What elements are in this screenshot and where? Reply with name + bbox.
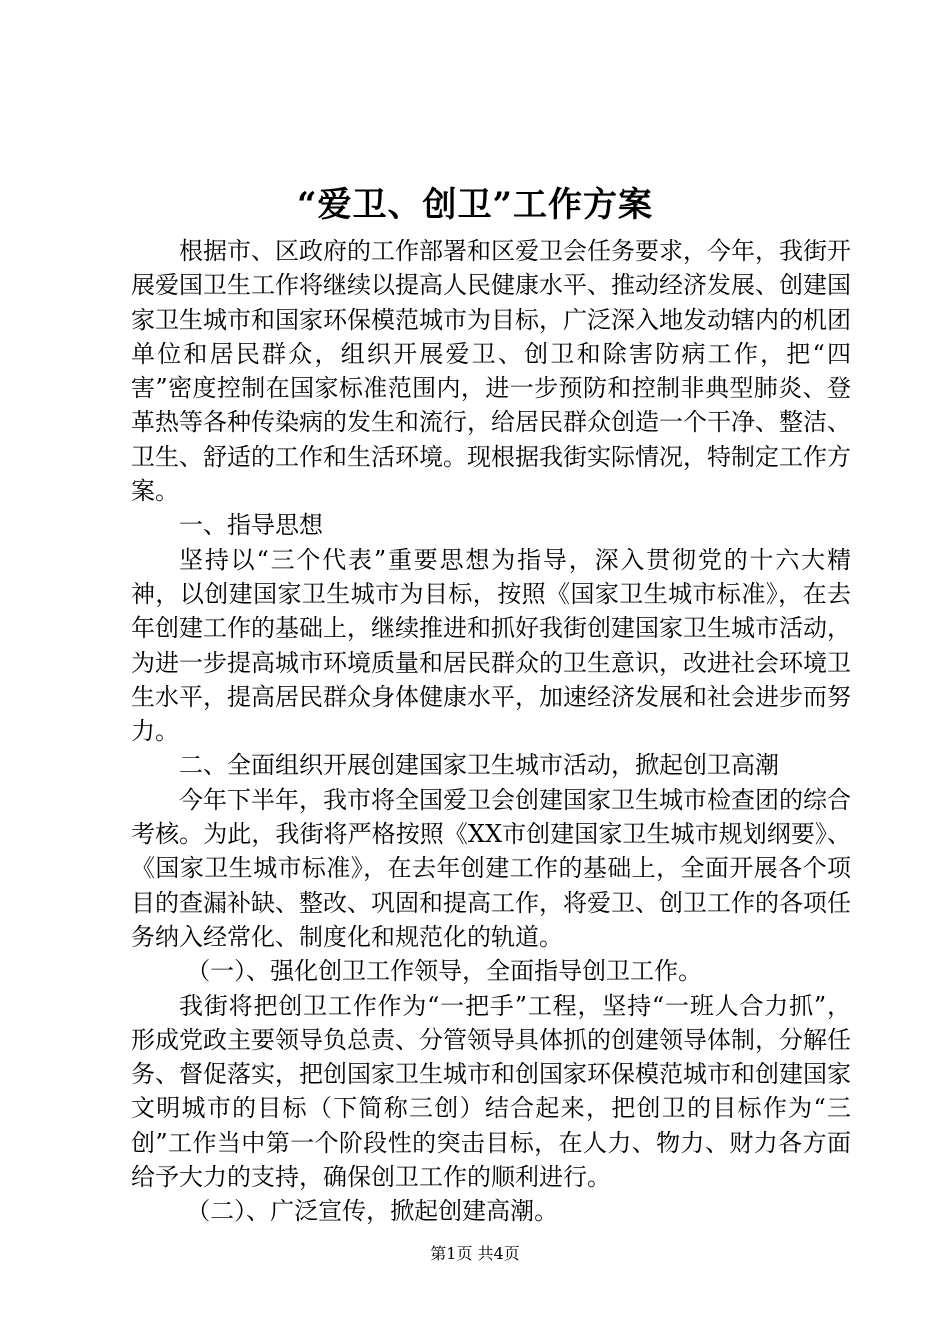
- subsection-heading-publicity: （二）、广泛宣传，掀起创建高潮。: [186, 1197, 559, 1226]
- paragraph-guiding-ideology: 坚持以“三个代表”重要思想为指导，深入贯彻党的十六大精神，以创建国家卫生城市为目标，按照《国家卫生城市标准》，在去年创建工作的基础上，继续推进和抓好我街创建国家卫生城市活动，为进一步提高城市环境质量和居民群众的卫生意识，改进社会环境卫生水平，提高居民群众身体健康水平，加速经济发展和社会进步而努力。: [131, 545, 851, 746]
- section-heading-campaign: 二、全面组织开展创建国家卫生城市活动，掀起创卫高潮: [179, 751, 779, 780]
- subsection-heading-leadership: （一）、强化创卫工作领导，全面指导创卫工作。: [186, 957, 703, 986]
- page-footer: 第1页 共4页: [430, 1244, 520, 1263]
- section-heading-guiding-ideology: 一、指导思想: [179, 511, 323, 540]
- paragraph-leadership: 我街将把创卫工作作为“一把手”工程，坚持“一班人合力抓”，形成党政主要领导负总责、分管领导具体抓的创建领导体制，分解任务、督促落实，把创国家卫生城市和创国家环保模范城市和创建国家文明城市的目标（下简称三创）结合起来，把创卫的目标作为“三创”工作当中第一个阶段性的突击目标，在人力、物力、财力各方面给予大力的支持，确保创卫工作的顺利进行。: [131, 991, 851, 1192]
- document-body: [131, 234, 851, 1229]
- paragraph-campaign: 今年下半年，我市将全国爱卫会创建国家卫生城市检查团的综合考核。为此，我街将严格按照《XX市创建国家卫生城市规划纲要》、《国家卫生城市标准》，在去年创建工作的基础上，全面开展各个项目的查漏补缺、整改、巩固和提高工作，将爱卫、创卫工作的各项任务纳入经常化、制度化和规范化的轨道。: [131, 785, 851, 951]
- paragraph-intro: 根据市、区政府的工作部署和区爱卫会任务要求，今年，我街开展爱国卫生工作将继续以提高人民健康水平、推动经济发展、创建国家卫生城市和国家环保模范城市为目标，广泛深入地发动辖内的机团单位和居民群众，组织开展爱卫、创卫和除害防病工作，把“四害”密度控制在国家标准范围内，进一步预防和控制非典型肺炎、登革热等各种传染病的发生和流行，给居民群众创造一个干净、整洁、卫生、舒适的工作和生活环境。现根据我街实际情况，特制定工作方案。: [131, 237, 851, 506]
- document-title: “爱卫、创卫”工作方案: [296, 185, 654, 225]
